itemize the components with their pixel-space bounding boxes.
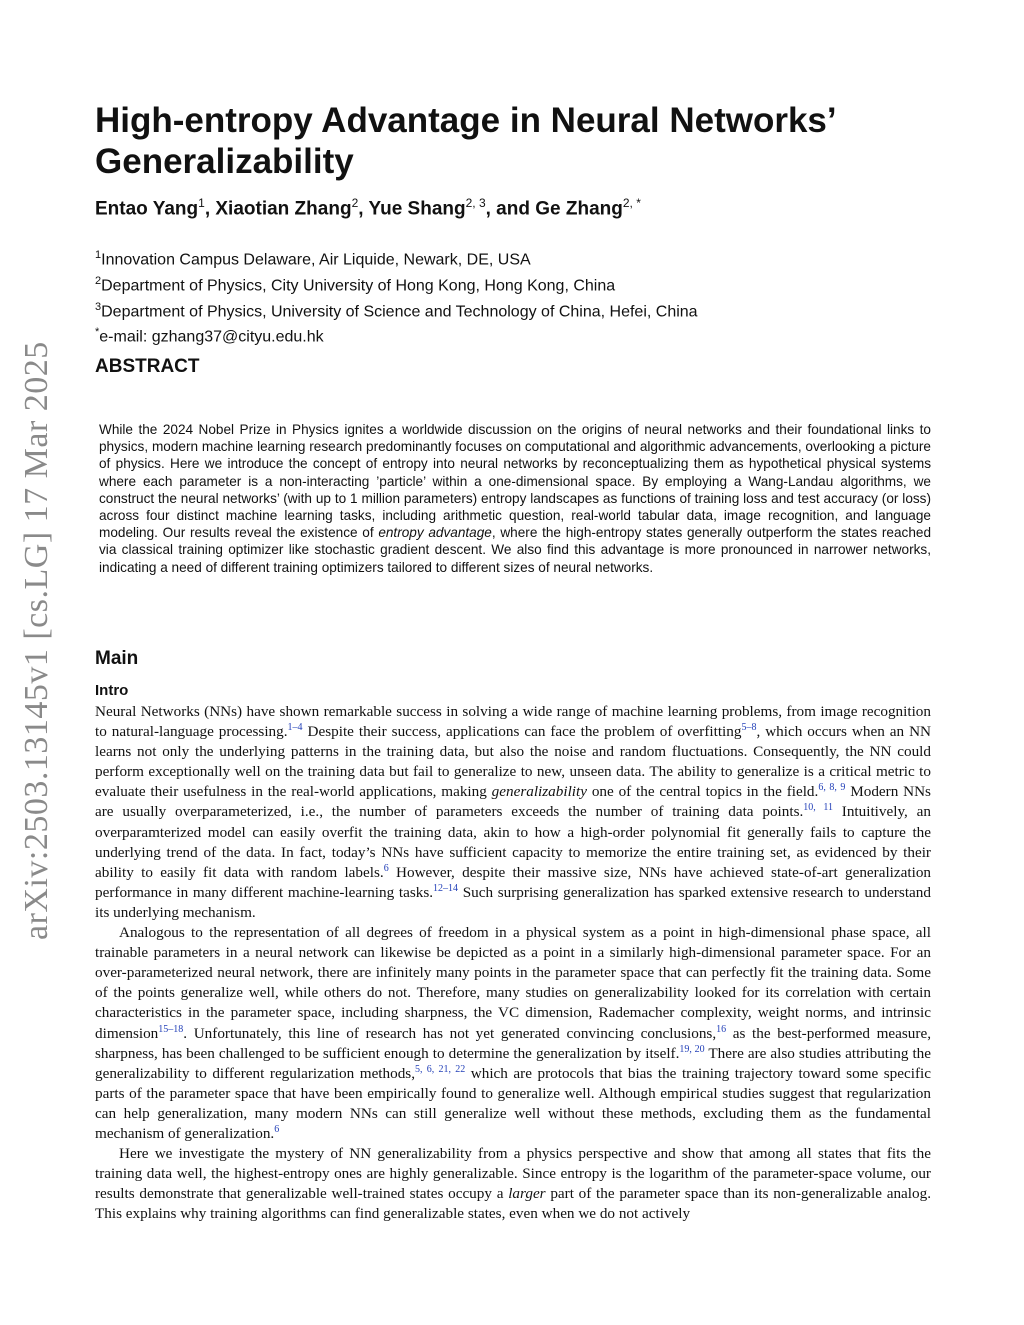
author-name: Xiaotian Zhang [215,198,352,220]
text-run: Here we investigate the mystery of NN generalizability from a physics perspective and show that among all states that fits the training data well, the highest-entropy ones are highly generalizable. Since entropy is the logarithm of the parameter-space volume, our results demonstrate that generalizable well-trained states occupy a [95,1145,931,1203]
author-name: Yue Shang [368,198,466,220]
text-run: as the best-performed measure, sharpness, has been challenged to be sufficient enough to determine the generalization by itself. [95,1024,931,1062]
text-run: part of the parameter space than its non-generalizable analog. This explains why training algorithms can find generalizable states, even when we do not actively [95,1185,932,1223]
citation-ref: 6, 8, 9 [818,782,846,794]
citation-ref: 1–4 [287,722,303,734]
author-affiliation-mark: 2, * [622,196,641,210]
citation-ref: 15–18 [158,1023,184,1035]
citation-ref: 10, 11 [803,802,833,814]
text-run: However, despite their massive size, NNs have achieved state-of-art generalization performance in many different machine-learning tasks. [95,863,932,901]
affiliation-mark: 2 [95,274,102,287]
text-run: , where the high-entropy states generally outperform the states reached via classical training optimizer like stochastic gradient descent. We also find this advantage is more pronounced in narrower networks, indicating a need of different training optimizers tailored to different sizes of neural networks. [99,525,931,575]
abstract-text [99,421,931,576]
author-name: Entao Yang [95,198,199,220]
text-run: Neural Networks (NNs) have shown remarkable success in solving a wide range of machine learning problems, from image recognition to natural-language processing. [95,703,931,741]
affiliation-mark: 1 [95,249,102,261]
emphasis-text: entropy advantage [378,525,492,541]
affiliation-line [95,297,698,323]
intro-heading: Intro [95,682,129,699]
author-list [95,196,641,220]
affiliation-mark: 3 [95,300,102,313]
main-heading: Main [95,648,139,669]
citation-ref: 19, 20 [679,1043,705,1055]
body-text [95,702,931,1224]
citation-ref: 16 [716,1023,727,1035]
text-run: , which occurs when an NN learns not only the underlying patterns in the training data, but also the noise and random fluctuations. Consequently, the NN could perform exceptionally well on the training data but fail to generalize to new, unseen data. The ability to generalize is a critical metric to evaluate their usefulness in the real-world applications, making [95,723,932,801]
citation-ref: 5–8 [741,722,757,734]
text-run: There are also studies attributing the generalizability to different regularization methods, [95,1044,932,1082]
body-paragraph [95,923,931,1144]
text-run: Intuitively, an overparamterized model can easily overfit the training data, akin to how a high-order polynomial fit generally fails to capture the underlying trend of the data. In fact, today’s NNs have sufficient capacity to memorize the entire training set, as evidenced by their ability to easily fit data with random labels. [95,803,931,881]
affiliation-text: Innovation Campus Delaware, Air Liquide, Newark, DE, USA [101,251,531,269]
text-run: Modern NNs are usually overparameterized, i.e., the number of parameters exceeds the number of training data points. [95,783,931,821]
text-run: . Unfortunately, this line of research has not yet generated convincing conclusions, [183,1024,717,1042]
author-affiliation-mark: 2, 3 [465,196,486,210]
author-separator: , and [485,198,536,220]
author-separator: , [204,198,216,220]
affiliation-line [95,245,698,271]
body-paragraph [95,702,931,923]
affiliation-text: Department of Physics, University of Science and Technology of China, Hefei, China [101,302,698,320]
author-name: Ge Zhang [535,198,623,220]
affiliation-text: Department of Physics, City University of Hong Kong, Hong Kong, China [101,277,616,295]
citation-ref: 5, 6, 21, 22 [415,1063,466,1075]
author-affiliation-mark: 2 [351,196,359,210]
body-paragraph [95,1144,931,1224]
text-run: one of the central topics in the field. [587,783,819,801]
author-affiliation-mark: 1 [198,196,205,210]
author-separator: , [358,198,369,220]
paper-title: High-entropy Advantage in Neural Networks’ Generalizability [95,101,835,181]
text-run: While the 2024 Nobel Prize in Physics ignites a worldwide discussion on the origins of neural networks and their foundational links to physics, modern machine learning research predominantly focuses on computational and algorithmic advancements, overlooking a picture of physics. Here we introduce the concept of entropy into neural networks by reconceptualizing them as hypothetical physical systems where each parameter is a non-interacting ’particle’ within a one-dimensional space. By employing a Wang-Landau algorithms, we construct the neural networks’ (with up to 1 million parameters) entropy landscapes as functions of training loss and test accuracy (or loss) across four distinct machine learning tasks, including arithmetic question, real-world tabular data, image recognition, and language modeling. Our results reveal the existence of [99,422,931,541]
citation-ref: 12–14 [433,882,459,894]
affiliation-line [95,271,698,297]
emphasis-text: generalizability [491,783,587,801]
emphasis-text: larger [508,1185,546,1203]
affiliation-mark: * [95,326,100,339]
text-run: which are protocols that bias the training trajectory toward some specific parts of the parameter space that have been empirically found to generalize well. Although empirical studies suggest that regularization can help generalization, many modern NNs can still generalize well without these methods, excluding them as the fundamental mechanism of generalization. [95,1064,931,1142]
citation-ref: 6 [383,862,389,874]
affiliation-text: e-mail: gzhang37@cityu.edu.hk [99,328,324,346]
affiliation-list [95,245,698,348]
citation-ref: 6 [274,1123,280,1135]
text-run: Analogous to the representation of all degrees of freedom in a physical system as a point in high-dimensional phase space, all trainable parameters in a neural network can likewise be depicted as a point in a similarly high-dimensional parameter space. For an over-parameterized neural network, there are infinitely many points in the parameter space that can perfectly fit the training data. Some of the points generalize well, while others do not. Therefore, many studies on generalizability looked for its correlation with certain characteristics in the parameter space, including sharpness, the VC dimension, Rademacher complexity, weight norms, and intrinsic dimension [95,924,931,1042]
abstract-heading: ABSTRACT [95,356,200,377]
affiliation-line [95,322,698,348]
arxiv-side-stamp: arXiv:2503.13145v1 [cs.LG] 17 Mar 2025 [18,341,55,940]
text-run: Despite their success, applications can face the problem of overfitting [302,723,742,741]
text-run: Such surprising generalization has sparked extensive research to understand its underlying mechanism. [95,883,931,921]
